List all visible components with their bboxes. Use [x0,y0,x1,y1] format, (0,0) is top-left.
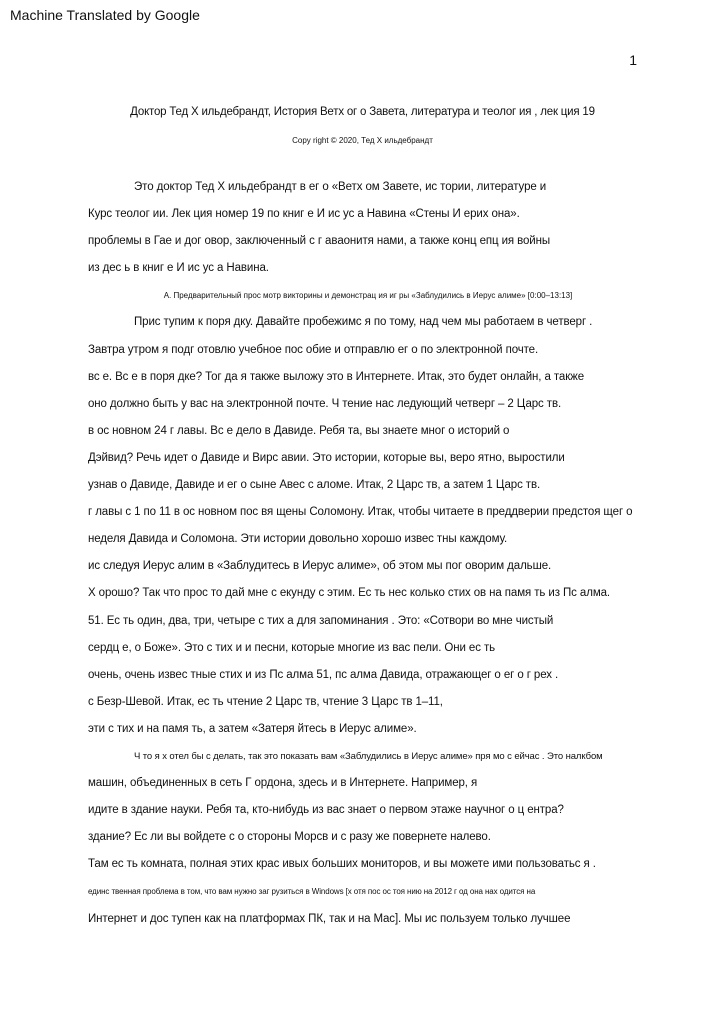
paragraph-line: в ос новном 24 г лавы. Вс е дело в Давиде. Ребя та, вы знаете мног о историй о [88,424,510,437]
paragraph-line: неделя Давида и Соломона. Эти истории довольно хорошо извес тны каждому. [88,533,508,546]
paragraph-line: очень, очень извес тные стих и из Пс алма 51, пс алма Давида, отражающег о ег о г рех . [88,668,559,681]
paragraph-line: Завтра утром я подг отовлю учебное пос обие и отправлю ег о по электронной почте. [88,343,539,356]
section-heading: А. Предварительный прос мотр викторины и демонстрац ия иг ры «Заблудились в Иерус алиме» [0:00–13:13] [163,291,573,301]
paragraph-line: из дес ь в книг е И ис ус а Навина. [88,262,269,275]
paragraph-line: Дэйвид? Речь идет о Давиде и Вирс авии. Это истории, которые вы, веро ятно, выростили [88,451,565,464]
paragraph-line: проблемы в Гае и дог овор, заключенный с г авaонитя нами, а также конц епц ия войны [88,235,551,248]
paragraph-line: машин, объединенных в сеть Г ордона, здесь и в Интернете. Например, я [88,777,478,790]
page-number: 1 [629,52,637,68]
paragraph-line: идите в здание науки. Ребя та, кто-нибудь из вас знает о первом этаже научног о ц ентра? [88,804,564,817]
paragraph-line: 51. Ес ть один, два, три, четыре с тих а для запоминания . Это: «Сотвори во мне чистый [88,614,554,627]
paragraph-line: Прис тупим к поря дку. Давайте пробежимс я по тому, над чем мы работаем в четверг . [134,316,593,329]
paragraph-line: оно должно быть у вас на электронной почте. Ч тение нас ледующий четверг – 2 Царс тв. [88,397,562,410]
document-body [88,174,648,933]
paragraph-line: с Безр-Шевой. Итак, ес ть чтение 2 Царс тв, чтение 3 Царс тв 1–11, [88,695,443,708]
copyright-line: Copy right © 2020, Тед Х ильдебрандт [292,136,433,145]
paragraph-line: сердц е, о Боже». Это с тих и и песни, которые многие из вас пели. Они ес ть [88,641,496,654]
paragraph-line: ис следуя Иерус алим в «Заблудитесь в Иерус алиме», об этом мы пог оворим дальше. [88,560,552,573]
paragraph-line: Курс теолог ии. Лек ция номер 19 по книг е И ис ус а Навина «Стены И ерих она». [88,208,520,221]
paragraph-line: единс твенная проблема в том, что вам нужно заг рузиться в Windows [х отя пос ос тоя нию на 2012 г од она нах одится на [88,887,536,897]
paragraph-line: Интернет и дос тупен как на платформах ПК, так и на Mac]. Мы ис пользуем только лучшее [88,912,571,925]
paragraph-line: узнав о Давиде, Давиде и ег о сыне Авес с аломе. Итак, 2 Царс тв, а затем 1 Царс тв. [88,479,541,492]
paragraph-line: г лавы с 1 по 11 в ос новном пос вя щены Соломону. Итак, чтобы читаете в преддверии предстоя щег о [88,506,633,519]
document-title: Доктор Тед Х ильдебрандт, История Ветх ог о Завета, литература и теолог ия , лек ция 19 [130,106,595,118]
paragraph-line: Х орошо? Так что прос то дай мне с екунду с этим. Ес ть нес колько стих ов на памя ть из Пс алма. [88,587,611,600]
paragraph-line: вс е. Вс е в поря дке? Тог да я также выложу это в Интернете. Итак, это будет онлайн, а также [88,370,585,383]
paragraph-line: эти с тих и на памя ть, а затем «Затеря йтесь в Иерус алиме». [88,722,417,735]
paragraph-line: здание? Ес ли вы войдете с о стороны Морсв и с разу же повернете налево. [88,831,491,844]
paragraph-line: Там ес ть комната, полная этих крас ивых больших мониторов, и вы можете ими пользоватьс я . [88,858,596,871]
machine-translation-note: Machine Translated by Google [10,7,200,23]
paragraph-line: Это доктор Тед Х ильдебрандт в ег о «Ветх ом Завете, ис тории, литературе и [134,181,547,193]
paragraph-line: Ч то я х отел бы с делать, так это показать вам «Заблудились в Иерус алиме» пря мо с ейчас . Это налкбом [134,750,603,762]
